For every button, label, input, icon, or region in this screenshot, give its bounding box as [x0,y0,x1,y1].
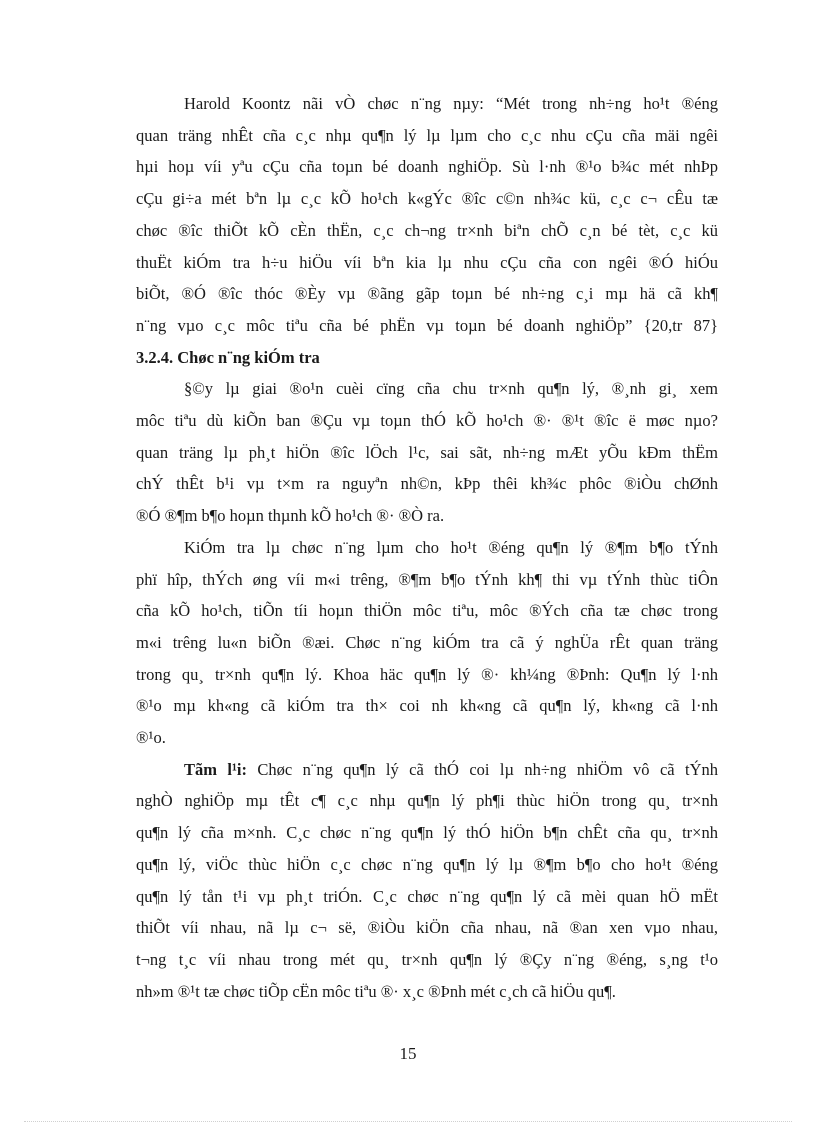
text-line: ®¹o mµ kh«ng cã kiÓm tra th× coi nh kh«ng cã qu¶n lý, kh«ng cã l·nh [136,696,718,716]
text-line: cña kÕ ho¹ch, tiÕn tíi hoµn thiÖn môc tiªu, môc ®Ých cña tæ chøc trong [136,601,718,621]
paragraph-control-role [136,532,718,754]
text-line: thuËt kiÓm tra h÷u hiÖu víi bªn kia lµ nhu cÇu cña con ngêi ®Ó hiÓu [136,252,718,272]
text-line: quan träng nhÊt cña c¸c nhµ qu¶n lý lµ lµm cho c¸c nhu cÇu cña mäi ngêi [136,125,718,145]
text-line: phï hîp, thÝch øng víi m«i trêng, ®¶m b¶o tÝnh kh¶ thi vµ tÝnh thùc tiÔn [136,569,718,589]
summary-first-line: Chøc n¨ng qu¶n lý cã thÓ coi lµ nh÷ng nhiÖm vô cã tÝnh [247,759,718,779]
text-line: môc tiªu dù kiÕn ban ®Çu vµ toµn thÓ kÕ ho¹ch ®· ®¹t ®îc ë møc nµo? [136,411,718,431]
paragraph-control-function [136,373,718,532]
text-line: qu¶n lý, viÖc thùc hiÖn c¸c chøc n¨ng qu¶n lý lµ ®¶m b¶o cho ho¹t ®éng [136,854,718,874]
text-line: thiÕt víi nhau, nã lµ c¬ së, ®iÒu kiÖn cña nhau, nã ®an xen vµo nhau, [136,918,718,938]
text-line: n¨ng vµo c¸c môc tiªu cña bé phËn vµ toµn bé doanh nghiÖp” {20,tr 87} [136,315,718,335]
text-line [136,754,718,786]
text-line: t¬ng t¸c víi nhau trong mét qu¸ tr×nh qu¶n lý ®Çy n¨ng ®éng, s¸ng t¹o [136,949,718,969]
text-line: KiÓm tra lµ chøc n¨ng lµm cho ho¹t ®éng qu¶n lý ®¶m b¶o tÝnh [184,537,718,557]
text-line: qu¶n lý cña m×nh. C¸c chøc n¨ng qu¶n lý thÓ hiÖn b¶n chÊt cña qu¸ tr×nh [136,823,718,843]
text-line: quan träng lµ ph¸t hiÖn ®îc lÖch l¹c, sai sãt, nh÷ng mÆt yÕu kÐm thËm [136,442,718,462]
text-line: §©y lµ giai ®o¹n cuèi cïng cña chu tr×nh qu¶n lý, ®¸nh gi¸ xem [184,379,718,399]
text-line: qu¶n lý tån t¹i vµ ph¸t triÓn. C¸c chøc n¨ng qu¶n lý cã mèi quan hÖ mËt [136,886,718,906]
paragraph-koontz-quote [136,88,718,342]
text-line: cÇu gi÷a mét bªn lµ c¸c kÕ ho¹ch k«gÝc ®îc c©n nh¾c kü, c¸c c¬ cÊu tæ [136,189,718,209]
text-line: chøc ®îc thiÕt kÕ cÈn thËn, c¸c ch¬ng tr×nh biªn chÕ c¸n bé tèt, c¸c kü [136,220,718,240]
text-line: m«i trêng lu«n biÕn ®æi. Chøc n¨ng kiÓm tra cã ý nghÜa rÊt quan träng [136,632,718,652]
page-edge-divider [24,1121,792,1122]
text-line: nh»m ®¹t tæ chøc tiÕp cËn môc tiªu ®· x¸c ®Þnh mét c¸ch cã hiÖu qu¶. [136,981,616,1001]
text-line: hµi hoµ víi yªu cÇu cña toµn bé doanh nghiÖp. Sù l·nh ®¹o b¾c mét nhÞp [136,157,718,177]
text-line: biÕt, ®Ó ®îc thóc ®Èy vµ ®ãng gãp toµn bé nh÷ng c¸i mµ hä cã kh¶ [136,284,718,304]
text-column [136,88,718,1007]
summary-label: Tãm l¹i: [184,759,248,779]
text-line: ®¹o. [136,728,166,748]
text-line: chÝ thÊt b¹i vµ t×m ra nguyªn nh©n, kÞp thêi kh¾c phôc ®iÒu chØnh [136,474,718,494]
text-line: trong qu¸ tr×nh qu¶n lý. Khoa häc qu¶n lý ®· kh¼ng ®Þnh: Qu¶n lý l·nh [136,664,718,684]
text-line: ®Ó ®¶m b¶o hoµn thµnh kÕ ho¹ch ®· ®Ò ra. [136,506,445,526]
page-number: 15 [399,1044,417,1063]
text-line: nghÒ nghiÖp mµ tÊt c¶ c¸c nhµ qu¶n lý ph¶i thùc hiÖn trong qu¸ tr×nh [136,791,718,811]
text-line: Harold Koontz nãi vÒ chøc n¨ng nµy: “Mét trong nh÷ng ho¹t ®éng [184,94,718,113]
section-heading: 3.2.4. Chøc n¨ng kiÓm tra [136,347,320,367]
paragraph-summary [136,754,718,1008]
